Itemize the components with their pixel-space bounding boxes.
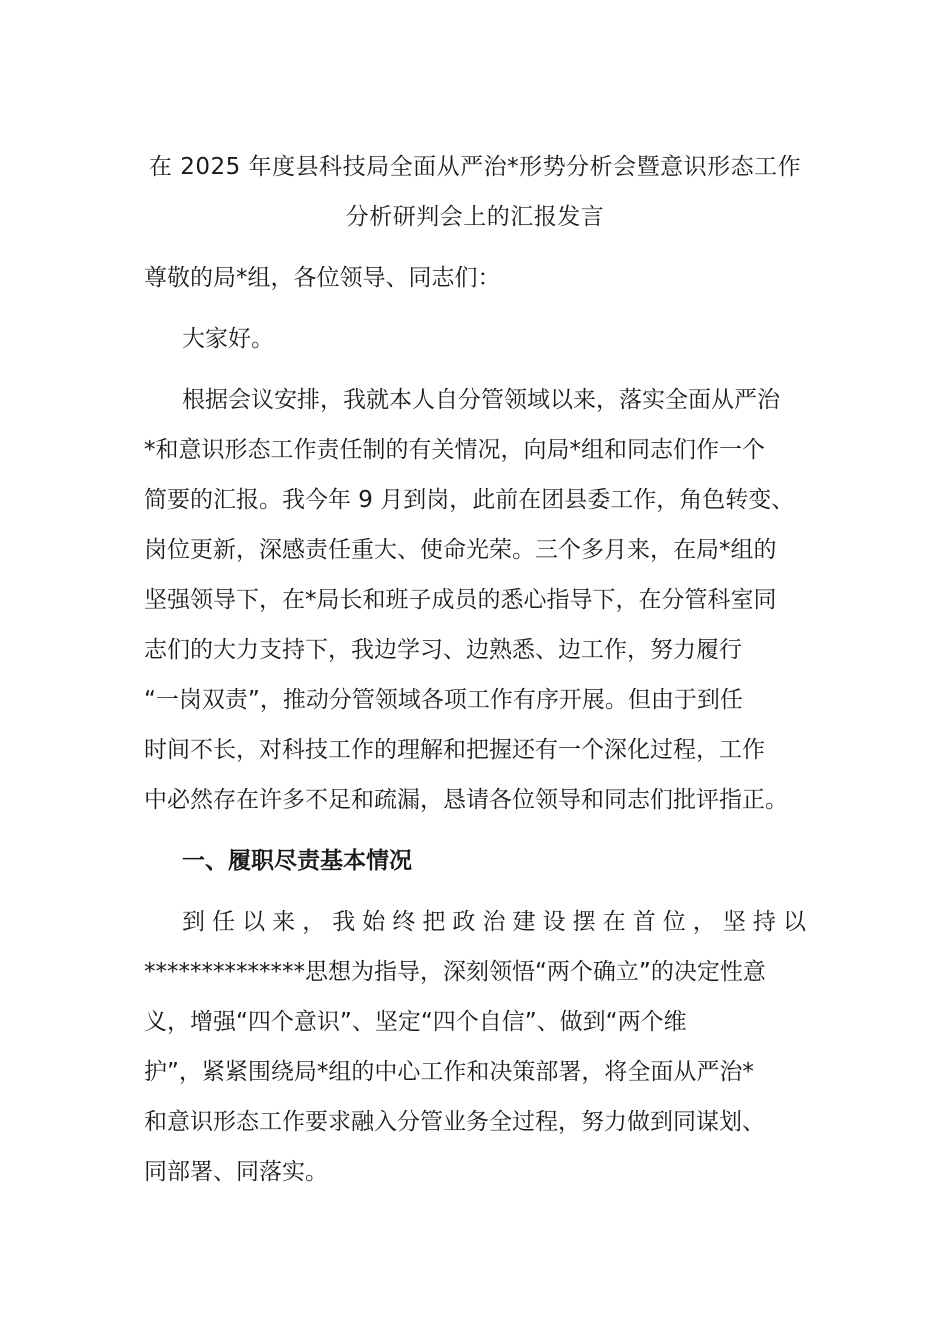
paragraph-1-line: 简要的汇报。我今年 9 月到岗，此前在团县委工作，角色转变、 (144, 487, 795, 513)
paragraph-2-word: 持 (752, 909, 776, 935)
paragraph-2-word: 建 (512, 909, 536, 935)
paragraph-2-line: 义，增强“四个意识”、坚定“四个自信”、做到“两个维 (144, 1009, 687, 1035)
paragraph-2-word: 摆 (572, 909, 596, 935)
paragraph-1-line: 根据会议安排，我就本人自分管领域以来，落实全面从严治 (182, 387, 780, 413)
paragraph-2-word: 到 (182, 909, 205, 935)
paragraph-2-word: 设 (542, 909, 566, 935)
paragraph-2-word: 始 (362, 909, 386, 935)
paragraph-2-word: 以 (782, 909, 806, 935)
paragraph-2-word: 首 (632, 909, 656, 935)
paragraph-1-line: 岗位更新，深感责任重大、使命光荣。三个多月来，在局*组的 (144, 537, 777, 563)
document-title-line-1: 在 2025 年度县科技局全面从严治*形势分析会暨意识形态工作 (148, 154, 802, 180)
paragraph-2-word: ， (302, 909, 326, 935)
paragraph-2-word: 来 (272, 909, 296, 935)
document-title-line-2: 分析研判会上的汇报发言 (345, 204, 605, 230)
paragraph-1-line: “一岗双责”，推动分管领域各项工作有序开展。但由于到任 (144, 687, 743, 713)
paragraph-1-line: 志们的大力支持下，我边学习、边熟悉、边工作，努力履行 (144, 637, 742, 663)
paragraph-2-line: 和意识形态工作要求融入分管业务全过程，努力做到同谋划、 (144, 1109, 765, 1135)
paragraph-2-line: 护”，紧紧围绕局*组的中心工作和决策部署，将全面从严治* (144, 1059, 754, 1085)
paragraph-2-word: 终 (392, 909, 416, 935)
paragraph-1-line: 坚强领导下，在*局长和班子成员的悉心指导下，在分管科室同 (144, 587, 777, 613)
paragraph-2-line: **************思想为指导，深刻领悟“两个确立”的决定性意 (144, 959, 766, 985)
paragraph-2-word: 任 (212, 909, 236, 935)
paragraph-2-word: 治 (482, 909, 506, 935)
paragraph-2-line: 同部署、同落实。 (144, 1159, 328, 1185)
paragraph-2-first-line (182, 906, 806, 938)
paragraph-2-word: 政 (452, 909, 476, 935)
paragraph-2-word: 坚 (722, 909, 746, 935)
salutation: 尊敬的局*组，各位领导、同志们： (144, 265, 501, 291)
paragraph-1-line: 中必然存在许多不足和疏漏，恳请各位领导和同志们批评指正。 (144, 787, 788, 813)
paragraph-2-word: 把 (422, 909, 446, 935)
paragraph-1-line: *和意识形态工作责任制的有关情况，向局*组和同志们作一个 (144, 437, 765, 463)
paragraph-1-line: 时间不长，对科技工作的理解和把握还有一个深化过程，工作 (144, 737, 765, 763)
paragraph-2-word: 我 (332, 909, 356, 935)
paragraph-2-word: 位 (662, 909, 686, 935)
paragraph-2-word: ， (692, 909, 716, 935)
paragraph-2-word: 在 (602, 909, 626, 935)
greeting: 大家好。 (182, 326, 274, 352)
section-1-heading: 一、履职尽责基本情况 (182, 848, 412, 874)
paragraph-2-word: 以 (242, 909, 266, 935)
